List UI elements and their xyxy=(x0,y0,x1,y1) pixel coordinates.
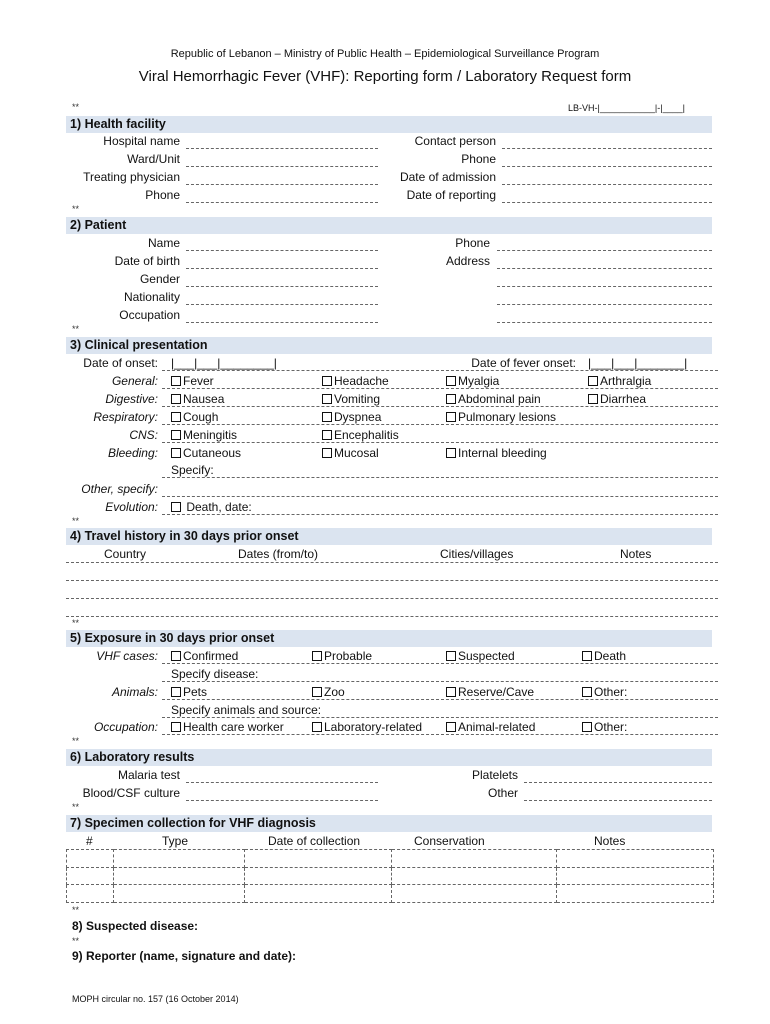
row-line xyxy=(162,442,718,443)
ministry-header: Republic of Lebanon – Ministry of Public Health – Epidemiological Surveillance Program xyxy=(170,48,600,60)
field-patient-phone[interactable] xyxy=(497,250,712,251)
suspected-disease-label: 8) Suspected disease: xyxy=(72,919,199,933)
field-facility-phone[interactable] xyxy=(186,202,378,203)
table-cell[interactable] xyxy=(557,885,714,903)
section-clinical-presentation xyxy=(66,337,712,354)
col-conservation: Conservation xyxy=(414,834,485,848)
section-specimen-collection xyxy=(66,815,712,832)
label-malaria-test: Malaria test xyxy=(117,768,180,782)
section-title: 7) Specimen collection for VHF diagnosis xyxy=(70,816,316,830)
row-line xyxy=(162,734,718,735)
label-nationality: Nationality xyxy=(123,290,180,304)
label-specify-disease: Specify disease: xyxy=(171,667,259,681)
field-date-fever-onset[interactable]: |___|___|_______| xyxy=(588,356,688,370)
label-blood-csf-culture: Blood/CSF culture xyxy=(82,786,180,800)
table-cell[interactable] xyxy=(67,850,114,868)
field-date-of-birth[interactable] xyxy=(186,268,378,269)
field-malaria-test[interactable] xyxy=(186,782,378,783)
section-patient xyxy=(66,217,712,234)
field-treating-physician[interactable] xyxy=(186,184,378,185)
field-contact-person[interactable] xyxy=(502,148,712,149)
label-other-specify: Other, specify: xyxy=(81,482,158,496)
label-patient-name: Name xyxy=(147,236,180,250)
specimen-table xyxy=(66,849,714,903)
checkbox-animal-related[interactable]: Animal-related xyxy=(446,720,535,734)
form-title: Viral Hemorrhagic Fever (VHF): Reporting form / Laboratory Request form xyxy=(138,68,632,85)
row-line xyxy=(162,388,718,389)
table-cell[interactable] xyxy=(114,850,245,868)
label-cns: CNS: xyxy=(129,428,158,442)
section-health-facility xyxy=(66,116,712,133)
checkbox-encephalitis[interactable]: Encephalitis xyxy=(322,428,399,442)
separator: ** xyxy=(72,736,80,746)
label-contact-person: Contact person xyxy=(414,134,496,148)
field-address-3[interactable] xyxy=(497,304,712,305)
label-contact-phone: Phone xyxy=(461,152,496,166)
section-title: 2) Patient xyxy=(70,218,127,232)
checkbox-vomiting[interactable]: Vomiting xyxy=(322,392,380,406)
table-cell[interactable] xyxy=(114,885,245,903)
table-cell[interactable] xyxy=(245,867,392,885)
reporter-label: 9) Reporter (name, signature and date): xyxy=(72,949,297,963)
col-date-collection: Date of collection xyxy=(268,834,361,848)
table-cell[interactable] xyxy=(557,867,714,885)
separator: ** xyxy=(72,516,80,526)
label-hospital-name: Hospital name xyxy=(103,134,180,148)
table-cell[interactable] xyxy=(67,867,114,885)
table-cell[interactable] xyxy=(392,867,557,885)
label-general: General: xyxy=(111,374,158,388)
checkbox-diarrhea[interactable]: Diarrhea xyxy=(588,392,646,406)
label-date-reporting: Date of reporting xyxy=(406,188,496,202)
checkbox-arthralgia[interactable]: Arthralgia xyxy=(588,374,651,388)
label-animals: Animals: xyxy=(111,685,158,699)
label-platelets: Platelets xyxy=(471,768,518,782)
checkbox-abdominal-pain[interactable]: Abdominal pain xyxy=(446,392,541,406)
field-lab-other[interactable] xyxy=(524,800,712,801)
label-lab-other: Other xyxy=(487,786,518,800)
label-digestive: Digestive: xyxy=(105,392,158,406)
field-patient-name[interactable] xyxy=(186,250,378,251)
table-cell[interactable] xyxy=(392,885,557,903)
checkbox-occupation-other[interactable]: Other: xyxy=(582,720,627,734)
section-travel-history xyxy=(66,528,712,545)
field-address-2[interactable] xyxy=(497,286,712,287)
field-contact-phone[interactable] xyxy=(502,166,712,167)
field-date-reporting[interactable] xyxy=(502,202,712,203)
label-evolution: Evolution: xyxy=(105,500,158,514)
row-line xyxy=(162,370,718,371)
table-cell[interactable] xyxy=(245,850,392,868)
row-line xyxy=(162,406,718,407)
table-cell[interactable] xyxy=(557,850,714,868)
checkbox-internal-bleeding[interactable]: Internal bleeding xyxy=(446,446,547,460)
field-other-specify[interactable] xyxy=(162,496,718,497)
checkbox-fever[interactable]: Fever xyxy=(171,374,214,388)
separator: ** xyxy=(72,618,80,628)
field-specify-disease[interactable] xyxy=(162,681,718,682)
checkbox-probable[interactable]: Probable xyxy=(312,649,372,663)
table-row xyxy=(67,850,714,868)
separator: ** xyxy=(72,802,80,812)
section-title: 5) Exposure in 30 days prior onset xyxy=(70,631,275,645)
field-specify-animals[interactable] xyxy=(162,717,718,718)
label-specify-animals: Specify animals and source: xyxy=(171,703,322,717)
field-platelets[interactable] xyxy=(524,782,712,783)
checkbox-reserve-cave[interactable]: Reserve/Cave xyxy=(446,685,534,699)
checkbox-zoo[interactable]: Zoo xyxy=(312,685,345,699)
travel-row-1[interactable] xyxy=(66,580,718,581)
col-country: Country xyxy=(104,547,147,561)
col-type: Type xyxy=(162,834,189,848)
travel-line xyxy=(66,562,718,563)
separator: ** xyxy=(72,204,80,214)
separator: ** xyxy=(72,324,80,334)
section-title: 4) Travel history in 30 days prior onset xyxy=(70,529,299,543)
col-cities: Cities/villages xyxy=(440,547,514,561)
col-dates: Dates (from/to) xyxy=(238,547,319,561)
row-line xyxy=(162,424,718,425)
label-gender: Gender xyxy=(139,272,180,286)
col-specimen-notes: Notes xyxy=(594,834,626,848)
field-hospital-name[interactable] xyxy=(186,148,378,149)
table-cell[interactable] xyxy=(67,885,114,903)
section-title: 1) Health facility xyxy=(70,117,166,131)
checkbox-death[interactable]: Death, date: xyxy=(171,500,252,514)
col-notes: Notes xyxy=(620,547,652,561)
checkbox-health-care-worker[interactable]: Health care worker xyxy=(171,720,284,734)
label-facility-phone: Phone xyxy=(145,188,180,202)
checkbox-dyspnea[interactable]: Dyspnea xyxy=(322,410,381,424)
checkbox-headache[interactable]: Headache xyxy=(322,374,389,388)
checkbox-pulmonary-lesions[interactable]: Pulmonary lesions xyxy=(446,410,556,424)
section-exposure xyxy=(66,630,712,647)
label-vhf-cases: VHF cases: xyxy=(96,649,158,663)
table-row xyxy=(67,867,714,885)
checkbox-vhf-death[interactable]: Death xyxy=(582,649,626,663)
field-ward-unit[interactable] xyxy=(186,166,378,167)
row-line xyxy=(162,663,718,664)
separator: ** xyxy=(72,936,80,946)
checkbox-animals-other[interactable]: Other: xyxy=(582,685,627,699)
col-number: # xyxy=(86,834,93,848)
label-treating-physician: Treating physician xyxy=(83,170,180,184)
label-date-onset: Date of onset: xyxy=(83,356,158,370)
label-date-of-birth: Date of birth xyxy=(114,254,180,268)
checkbox-myalgia[interactable]: Myalgia xyxy=(446,374,499,388)
label-respiratory: Respiratory: xyxy=(93,410,158,424)
section-title: 3) Clinical presentation xyxy=(70,338,208,352)
field-blood-csf-culture[interactable] xyxy=(186,800,378,801)
label-bleeding: Bleeding: xyxy=(107,446,158,460)
checkbox-cutaneous[interactable]: Cutaneous xyxy=(171,446,241,460)
label-bleeding-specify: Specify: xyxy=(171,463,214,477)
table-cell[interactable] xyxy=(245,885,392,903)
table-row xyxy=(67,885,714,903)
label-date-admission: Date of admission xyxy=(399,170,496,184)
field-address-4[interactable] xyxy=(497,322,712,323)
separator: ** xyxy=(72,102,80,112)
field-gender[interactable] xyxy=(186,286,378,287)
checkbox-meningitis[interactable]: Meningitis xyxy=(171,428,237,442)
travel-row-3[interactable] xyxy=(66,616,718,617)
field-date-onset[interactable]: |___|___|________| xyxy=(171,356,277,370)
table-cell[interactable] xyxy=(392,850,557,868)
section-title: 6) Laboratory results xyxy=(70,750,195,764)
section-laboratory-results xyxy=(66,749,712,766)
field-nationality[interactable] xyxy=(186,304,378,305)
checkbox-nausea[interactable]: Nausea xyxy=(171,392,224,406)
label-ward-unit: Ward/Unit xyxy=(127,152,180,166)
field-death-date[interactable] xyxy=(162,514,718,515)
checkbox-laboratory-related[interactable]: Laboratory-related xyxy=(312,720,422,734)
row-line xyxy=(162,699,718,700)
checkbox-pets[interactable]: Pets xyxy=(171,685,207,699)
field-occupation[interactable] xyxy=(186,322,378,323)
checkbox-mucosal[interactable]: Mucosal xyxy=(322,446,379,460)
label-occupation-exposure: Occupation: xyxy=(93,720,158,734)
checkbox-cough[interactable]: Cough xyxy=(171,410,218,424)
field-date-admission[interactable] xyxy=(502,184,712,185)
label-patient-phone: Phone xyxy=(455,236,490,250)
form-code: LB-VH-|___________|-|____| xyxy=(568,103,685,113)
separator: ** xyxy=(72,905,80,915)
checkbox-suspected[interactable]: Suspected xyxy=(446,649,515,663)
field-address[interactable] xyxy=(497,268,712,269)
table-cell[interactable] xyxy=(114,867,245,885)
field-bleeding-specify[interactable] xyxy=(162,477,718,478)
travel-row-2[interactable] xyxy=(66,598,718,599)
checkbox-confirmed[interactable]: Confirmed xyxy=(171,649,238,663)
label-occupation: Occupation xyxy=(119,308,180,322)
footer-circular: MOPH circular no. 157 (16 October 2014) xyxy=(72,994,239,1004)
label-date-fever-onset: Date of fever onset: xyxy=(471,356,576,370)
label-address: Address xyxy=(445,254,490,268)
